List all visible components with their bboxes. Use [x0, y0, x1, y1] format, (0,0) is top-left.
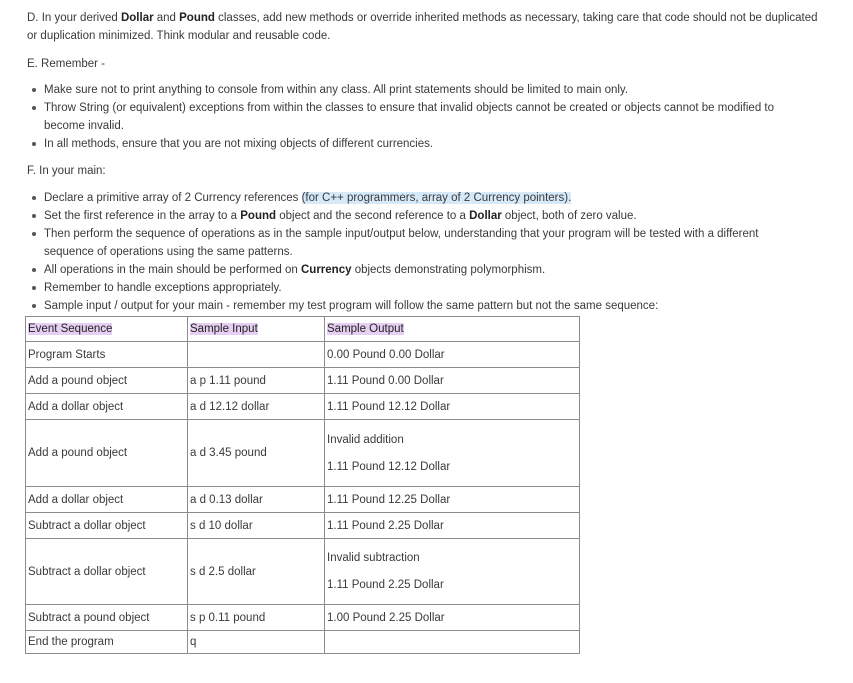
table-row: [26, 342, 580, 368]
section-e-bullet: In all methods, ensure that you are not mixing objects of different currencies.: [44, 135, 834, 153]
section-e-heading: E. Remember -: [27, 58, 105, 70]
output-cell: [325, 539, 580, 605]
input-cell: s p 0.11 pound: [188, 605, 325, 631]
bullet-text: All operations in the main should be performed on: [44, 264, 301, 276]
output-cell: 1.11 Pound 12.12 Dollar: [325, 394, 580, 420]
section-e-bullet: Make sure not to print anything to console from within any class. All print statements should be limited to main only.: [44, 81, 834, 99]
column-header-label: Sample Output: [327, 323, 404, 335]
input-cell: s d 2.5 dollar: [188, 539, 325, 605]
highlighted-text: (for C++ programmers, array of 2 Currency pointers).: [301, 192, 572, 204]
section-e-bullet-continuation: become invalid.: [44, 120, 124, 132]
input-cell: q: [188, 631, 325, 654]
column-header-label: Sample Input: [190, 323, 258, 335]
output-cell: 1.11 Pound 2.25 Dollar: [325, 513, 580, 539]
table-row: [26, 539, 580, 605]
event-cell: Subtract a dollar object: [26, 513, 188, 539]
bullet-text: objects demonstrating polymorphism.: [351, 264, 546, 276]
section-f-bullet-continuation: sequence of operations using the same patterns.: [44, 246, 293, 258]
pound-bold: Pound: [240, 210, 277, 222]
event-cell: Add a dollar object: [26, 487, 188, 513]
section-d-text: and: [153, 12, 180, 24]
section-f-heading: F. In your main:: [27, 165, 106, 177]
input-cell: [188, 342, 325, 368]
column-header-label: Event Sequence: [28, 323, 113, 335]
table-header-row: [26, 317, 580, 342]
output-cell: 1.11 Pound 0.00 Dollar: [325, 368, 580, 394]
input-cell: s d 10 dollar: [188, 513, 325, 539]
event-cell: End the program: [26, 631, 188, 654]
bullet-text: Declare a primitive array of 2 Currency references: [44, 192, 302, 204]
section-d-line1: [27, 9, 818, 27]
pound-bold: Pound: [179, 12, 215, 24]
event-cell: Subtract a pound object: [26, 605, 188, 631]
section-f-bullet: Sample input / output for your main - remember my test program will follow the same pattern but not the same sequence:: [44, 297, 834, 315]
section-d-text: classes, add new methods or override inherited methods as necessary, taking care that code should not be duplicated: [214, 12, 818, 24]
output-cell: 0.00 Pound 0.00 Dollar: [325, 342, 580, 368]
output-cell: 1.00 Pound 2.25 Dollar: [325, 605, 580, 631]
table-row: [26, 420, 580, 487]
event-cell: Add a dollar object: [26, 394, 188, 420]
bullet-text: Set the first reference in the array to a: [44, 210, 241, 222]
section-d-line2: or duplication minimized. Think modular and reusable code.: [27, 30, 331, 42]
column-header: [26, 317, 188, 342]
section-f-bullet: [44, 207, 834, 225]
input-cell: a d 0.13 dollar: [188, 487, 325, 513]
event-cell: Add a pound object: [26, 368, 188, 394]
output-line: Invalid addition: [327, 433, 404, 446]
table-row: [26, 605, 580, 631]
output-cell: [325, 420, 580, 487]
table-row: [26, 487, 580, 513]
dollar-bold: Dollar: [120, 12, 154, 24]
section-f-bullet: Then perform the sequence of operations as in the sample input/output below, understanding that your program will be tested with a different: [44, 225, 834, 243]
currency-bold: Currency: [301, 264, 352, 276]
column-header: [325, 317, 580, 342]
section-e-bullet: Throw String (or equivalent) exceptions from within the classes to ensure that invalid objects cannot be created or objects cannot be modified to: [44, 99, 834, 117]
input-cell: a d 3.45 pound: [188, 420, 325, 487]
output-line: 1.11 Pound 2.25 Dollar: [327, 579, 444, 591]
table-row: [26, 394, 580, 420]
output-line: 1.11 Pound 12.12 Dollar: [327, 460, 451, 473]
bullet-text: object and the second reference to a: [276, 210, 470, 222]
table-row: [26, 368, 580, 394]
section-f-bullet: Remember to handle exceptions appropriately.: [44, 279, 834, 297]
input-cell: a d 12.12 dollar: [188, 394, 325, 420]
section-d-text: D. In your derived: [27, 12, 121, 24]
table-row: [26, 631, 580, 654]
output-cell: 1.11 Pound 12.25 Dollar: [325, 487, 580, 513]
output-cell: [325, 631, 580, 654]
event-cell: Program Starts: [26, 342, 188, 368]
input-cell: a p 1.11 pound: [188, 368, 325, 394]
dollar-bold: Dollar: [469, 210, 502, 222]
event-cell: Add a pound object: [26, 420, 188, 487]
column-header: [188, 317, 325, 342]
sample-io-table: [25, 316, 580, 654]
output-line: Invalid subtraction: [327, 552, 420, 564]
event-cell: Subtract a dollar object: [26, 539, 188, 605]
section-f-bullet: [44, 189, 834, 207]
section-f-bullet: [44, 261, 834, 279]
table-row: [26, 513, 580, 539]
bullet-text: object, both of zero value.: [501, 210, 637, 222]
